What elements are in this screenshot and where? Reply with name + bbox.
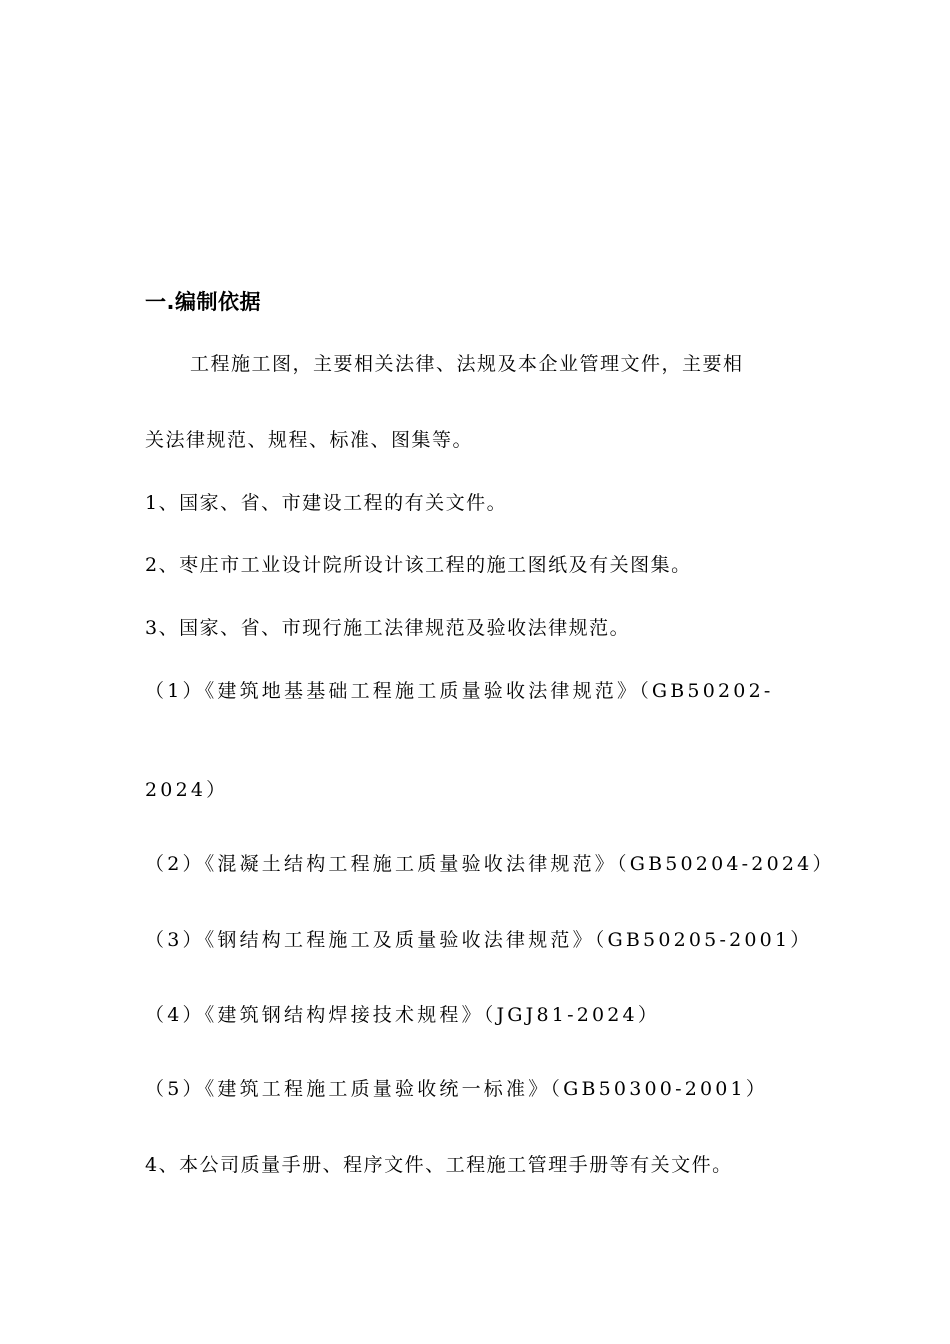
list-item-1: 1、国家、省、市建设工程的有关文件。 [145, 492, 508, 514]
intro-paragraph-line-1: 工程施工图，主要相关法律、法规及本企业管理文件，主要相 [190, 353, 744, 375]
section-heading: 一.编制依据 [145, 290, 261, 314]
standard-1-line-1: （1）《建筑地基基础工程施工质量验收法律规范》（GB50202- [145, 680, 774, 702]
list-item-3: 3、国家、省、市现行施工法律规范及验收法律规范。 [145, 617, 631, 639]
intro-paragraph-line-2: 关法律规范、规程、标准、图集等。 [145, 429, 474, 451]
list-item-2: 2、枣庄市工业设计院所设计该工程的施工图纸及有关图集。 [145, 554, 692, 576]
standard-3: （3）《钢结构工程施工及质量验收法律规范》（GB50205-2001） [145, 929, 813, 951]
standard-4: （4）《建筑钢结构焊接技术规程》（JGJ81-2024） [145, 1004, 661, 1026]
standard-2: （2）《混凝土结构工程施工质量验收法律规范》（GB50204-2024） [145, 853, 835, 875]
list-item-4: 4、本公司质量手册、程序文件、工程施工管理手册等有关文件。 [145, 1154, 733, 1176]
standard-5: （5）《建筑工程施工质量验收统一标准》（GB50300-2001） [145, 1078, 769, 1100]
standard-1-line-2: 2024） [145, 779, 229, 801]
